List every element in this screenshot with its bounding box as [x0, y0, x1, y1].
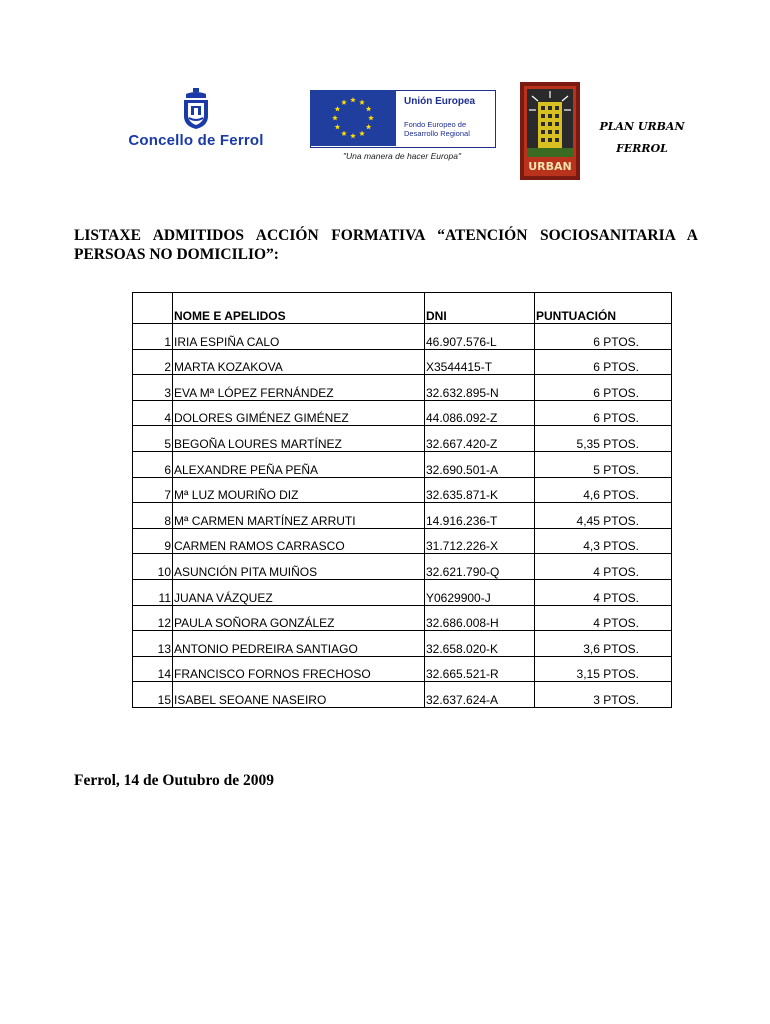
table-row: [133, 400, 672, 426]
row-points: 5 PTOS.: [535, 451, 672, 477]
concello-ferrol-logo: [124, 88, 268, 156]
row-points: 6 PTOS.: [535, 375, 672, 401]
row-dni: 32.621.790-Q: [425, 554, 535, 580]
table-row: [133, 605, 672, 631]
row-dni: 32.632.895-N: [425, 375, 535, 401]
row-points: 4,45 PTOS.: [535, 503, 672, 529]
table-row: [133, 349, 672, 375]
eu-fund-line1: Fondo Europeo de: [404, 120, 467, 129]
row-number: 10: [133, 554, 173, 580]
row-dni: X3544415-T: [425, 349, 535, 375]
row-dni: 32.665.521-R: [425, 656, 535, 682]
table-row: [133, 451, 672, 477]
row-number: 1: [133, 324, 173, 350]
table-row: [133, 375, 672, 401]
plan-urban-line1: PLAN URBAN: [599, 120, 685, 133]
eu-flag-icon: [310, 90, 396, 146]
row-number: 15: [133, 682, 173, 708]
row-points: 6 PTOS.: [535, 324, 672, 350]
row-number: 13: [133, 631, 173, 657]
document-title: [74, 226, 698, 264]
admitted-list-table: [132, 292, 672, 708]
table-row: [133, 477, 672, 503]
row-points: 3,6 PTOS.: [535, 631, 672, 657]
row-number: 3: [133, 375, 173, 401]
row-name: FRANCISCO FORNOS FRECHOSO: [173, 656, 425, 682]
row-number: 4: [133, 400, 173, 426]
row-number: 6: [133, 451, 173, 477]
row-name: Mª LUZ MOURIÑO DIZ: [173, 477, 425, 503]
eu-title: Unión Europea: [404, 96, 476, 107]
header-number: [133, 293, 173, 324]
footer-date: Ferrol, 14 de Outubro de 2009: [74, 772, 275, 789]
row-name: Mª CARMEN MARTÍNEZ ARRUTI: [173, 503, 425, 529]
row-dni: 14.916.236-T: [425, 503, 535, 529]
eu-fund-text: [404, 120, 492, 138]
table-row: [133, 324, 672, 350]
table-row: [133, 528, 672, 554]
eu-feder-logo: [310, 90, 494, 168]
eu-motto: "Una manera de hacer Europa": [342, 151, 462, 161]
row-dni: 32.686.008-H: [425, 605, 535, 631]
plan-urban-label: [592, 116, 692, 160]
row-name: PAULA SOÑORA GONZÁLEZ: [173, 605, 425, 631]
row-dni: 44.086.092-Z: [425, 400, 535, 426]
row-name: JUANA VÁZQUEZ: [173, 579, 425, 605]
row-number: 11: [133, 579, 173, 605]
row-dni: 31.712.226-X: [425, 528, 535, 554]
table-row: [133, 579, 672, 605]
table-row: [133, 656, 672, 682]
row-number: 9: [133, 528, 173, 554]
row-points: 6 PTOS.: [535, 400, 672, 426]
row-points: 4,6 PTOS.: [535, 477, 672, 503]
header-name: NOME E APELIDOS: [173, 293, 425, 324]
table-row: [133, 631, 672, 657]
row-number: 7: [133, 477, 173, 503]
concello-name: Concello de Ferrol: [128, 132, 264, 149]
table-row: [133, 682, 672, 708]
row-name: IRIA ESPIÑA CALO: [173, 324, 425, 350]
urban-logo-text: URBAN: [528, 160, 572, 173]
row-dni: 32.637.624-A: [425, 682, 535, 708]
header-dni: DNI: [425, 293, 535, 324]
document-title-line1: LISTAXE ADMITIDOS ACCIÓN FORMATIVA “ATENCIÓN SOCIOSANITARIA A: [74, 227, 698, 244]
row-name: DOLORES GIMÉNEZ GIMÉNEZ: [173, 400, 425, 426]
row-points: 4 PTOS.: [535, 579, 672, 605]
row-name: EVA Mª LÓPEZ FERNÁNDEZ: [173, 375, 425, 401]
urban-logo-icon: [520, 82, 580, 180]
row-dni: 46.907.576-L: [425, 324, 535, 350]
row-points: 3 PTOS.: [535, 682, 672, 708]
row-name: BEGOÑA LOURES MARTÍNEZ: [173, 426, 425, 452]
eu-fund-line2: Desarrollo Regional: [404, 129, 470, 138]
row-name: ISABEL SEOANE NASEIRO: [173, 682, 425, 708]
row-points: 6 PTOS.: [535, 349, 672, 375]
row-dni: 32.635.871-K: [425, 477, 535, 503]
table-row: [133, 554, 672, 580]
row-name: CARMEN RAMOS CARRASCO: [173, 528, 425, 554]
row-points: 4,3 PTOS.: [535, 528, 672, 554]
row-name: ANTONIO PEDREIRA SANTIAGO: [173, 631, 425, 657]
row-points: 5,35 PTOS.: [535, 426, 672, 452]
document-title-line2: PERSOAS NO DOMICILIO”:: [74, 246, 279, 263]
row-dni: 32.667.420-Z: [425, 426, 535, 452]
row-number: 8: [133, 503, 173, 529]
header-points: PUNTUACIÓN: [535, 293, 672, 324]
row-name: ALEXANDRE PEÑA PEÑA: [173, 451, 425, 477]
table-header-row: [133, 293, 672, 324]
table-row: [133, 503, 672, 529]
row-name: MARTA KOZAKOVA: [173, 349, 425, 375]
row-number: 5: [133, 426, 173, 452]
row-dni: Y0629900-J: [425, 579, 535, 605]
plan-urban-line2: FERROL: [616, 142, 668, 155]
row-dni: 32.658.020-K: [425, 631, 535, 657]
row-points: 3,15 PTOS.: [535, 656, 672, 682]
row-number: 14: [133, 656, 173, 682]
row-dni: 32.690.501-A: [425, 451, 535, 477]
table-row: [133, 426, 672, 452]
row-points: 4 PTOS.: [535, 554, 672, 580]
row-number: 2: [133, 349, 173, 375]
ferrol-crest-icon: [180, 88, 212, 130]
row-number: 12: [133, 605, 173, 631]
row-name: ASUNCIÓN PITA MUIÑOS: [173, 554, 425, 580]
row-points: 4 PTOS.: [535, 605, 672, 631]
